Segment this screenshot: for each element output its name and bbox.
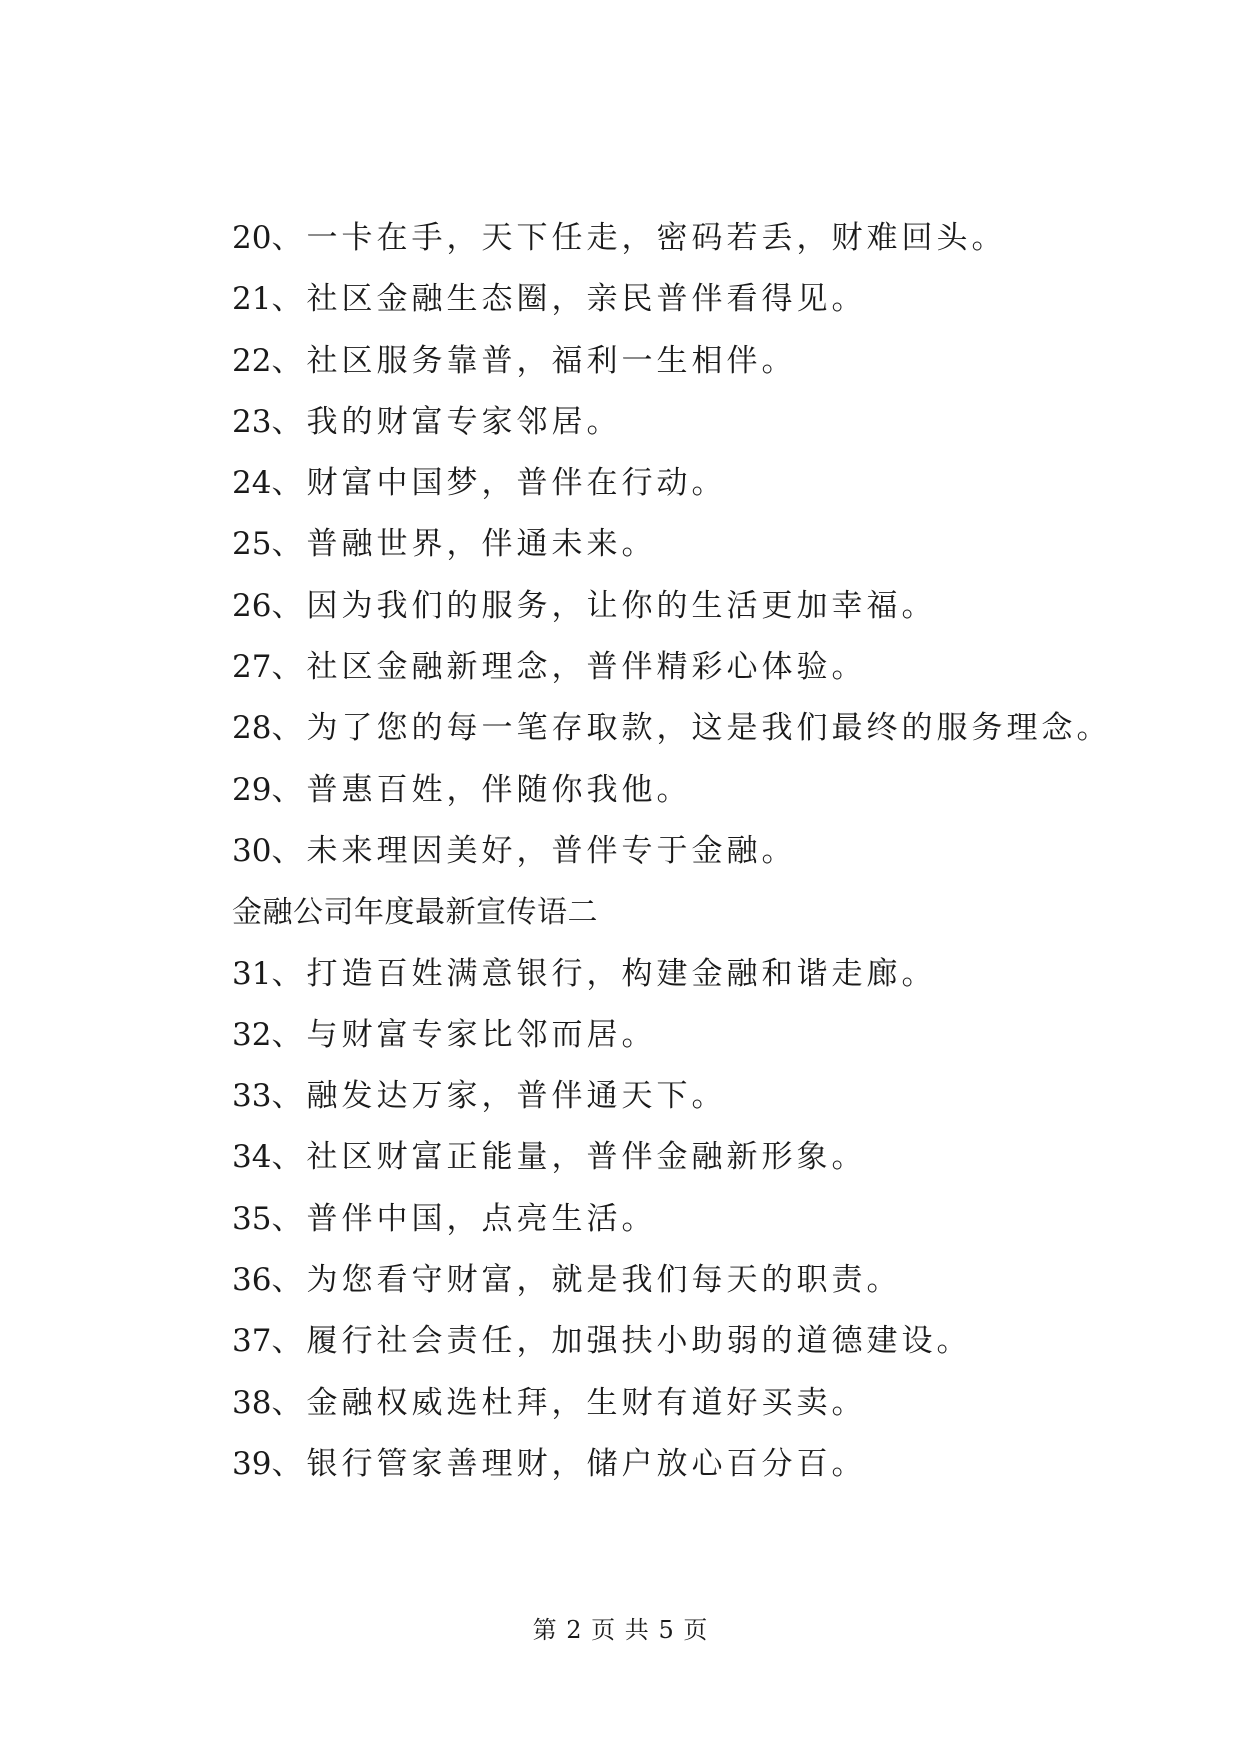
- slogan-text: 、普伴中国，点亮生活。: [271, 1200, 657, 1237]
- slogan-text: 、因为我们的服务，让你的生活更加幸福。: [271, 587, 937, 624]
- slogan-line: [232, 698, 1132, 759]
- slogan-number: 22: [232, 342, 272, 379]
- slogan-line: [232, 1066, 1132, 1127]
- slogan-text: 、社区金融生态圈，亲民普伴看得见。: [271, 281, 867, 318]
- slogan-number: 25: [232, 526, 272, 563]
- slogan-text: 、我的财富专家邻居。: [271, 403, 622, 440]
- document-body: [232, 208, 1132, 1495]
- slogan-text: 、履行社会责任，加强扶小助弱的道德建设。: [271, 1323, 972, 1360]
- slogan-number: 33: [232, 1078, 272, 1115]
- slogan-text: 、融发达万家，普伴通天下。: [271, 1078, 727, 1115]
- slogan-text: 、普融世界，伴通未来。: [271, 526, 657, 563]
- slogan-line: [232, 760, 1132, 821]
- slogan-line: [232, 944, 1132, 1005]
- slogan-text: 、一卡在手，天下任走，密码若丢，财难回头。: [271, 220, 1007, 256]
- slogan-number: 38: [232, 1384, 272, 1421]
- slogan-line: [232, 637, 1132, 698]
- slogan-list-part-2: [232, 944, 1132, 1496]
- slogan-line: [232, 514, 1132, 575]
- slogan-text: 、为了您的每一笔存取款，这是我们最终的服务理念。: [271, 710, 1112, 747]
- slogan-number: 29: [232, 771, 272, 808]
- slogan-text: 、为您看守财富，就是我们每天的职责。: [271, 1262, 902, 1299]
- slogan-text: 、社区金融新理念，普伴精彩心体验。: [271, 649, 867, 686]
- slogan-line: [232, 208, 1132, 269]
- slogan-line: [232, 1373, 1132, 1434]
- slogan-text: 、社区服务靠普，福利一生相伴。: [271, 342, 797, 379]
- slogan-number: 34: [232, 1139, 272, 1176]
- slogan-line: [232, 1311, 1132, 1372]
- slogan-number: 24: [232, 465, 272, 502]
- slogan-line: [232, 392, 1132, 453]
- slogan-line: [232, 331, 1132, 392]
- slogan-number: 21: [232, 281, 272, 318]
- slogan-list-part-1: [232, 208, 1132, 882]
- page-footer: 第 2 页 共 5 页: [532, 1616, 709, 1644]
- slogan-line: [232, 576, 1132, 637]
- slogan-line: [232, 269, 1132, 330]
- slogan-text: 、与财富专家比邻而居。: [271, 1016, 657, 1053]
- slogan-number: 26: [232, 587, 272, 624]
- slogan-number: 23: [232, 403, 272, 440]
- slogan-number: 30: [232, 832, 272, 869]
- slogan-text: 、财富中国梦，普伴在行动。: [271, 465, 727, 502]
- slogan-line: [232, 453, 1132, 514]
- slogan-number: 27: [232, 649, 272, 686]
- slogan-number: 37: [232, 1323, 272, 1360]
- slogan-number: 32: [232, 1016, 272, 1053]
- slogan-number: 28: [232, 710, 272, 747]
- slogan-line: [232, 821, 1132, 882]
- slogan-line: [232, 1434, 1132, 1495]
- slogan-number: 20: [232, 220, 272, 256]
- slogan-text: 、社区财富正能量，普伴金融新形象。: [271, 1139, 867, 1176]
- slogan-line: [232, 1005, 1132, 1066]
- slogan-line: [232, 1127, 1132, 1188]
- slogan-line: [232, 1250, 1132, 1311]
- slogan-line: [232, 1189, 1132, 1250]
- slogan-number: 31: [232, 955, 272, 992]
- slogan-text: 、未来理因美好，普伴专于金融。: [271, 832, 797, 869]
- slogan-number: 35: [232, 1200, 272, 1237]
- slogan-text: 、打造百姓满意银行，构建金融和谐走廊。: [271, 955, 937, 992]
- slogan-number: 36: [232, 1262, 272, 1299]
- section-heading: 金融公司年度最新宣传语二: [232, 895, 598, 931]
- slogan-text: 、普惠百姓，伴随你我他。: [271, 771, 692, 808]
- slogan-text: 、银行管家善理财，储户放心百分百。: [271, 1445, 867, 1482]
- slogan-number: 39: [232, 1445, 272, 1482]
- slogan-text: 、金融权威选杜拜，生财有道好买卖。: [271, 1384, 867, 1421]
